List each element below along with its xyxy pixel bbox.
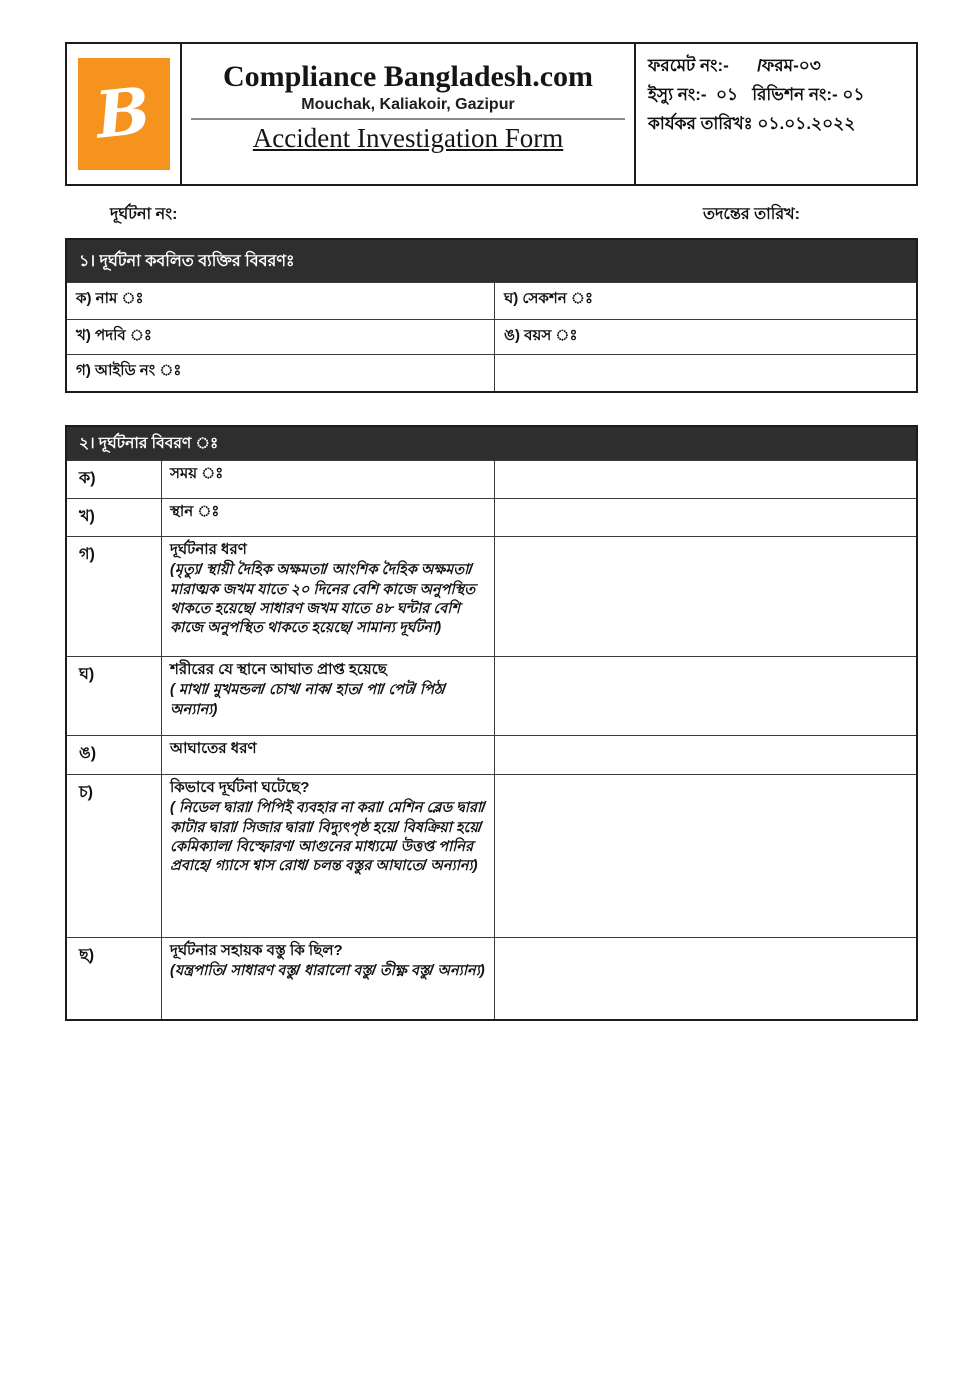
row-label-cell bbox=[162, 736, 495, 774]
row-injury-type bbox=[67, 735, 916, 774]
row-label-cell bbox=[162, 537, 495, 656]
row-options: ( মাথা/ মুখমন্ডল/ চোখ/ নাক/ হাত/ পা/ পেট/ পিঠ/ অন্যান্য) bbox=[170, 682, 446, 718]
field-section-label: ঘ) সেকশন ঃ bbox=[495, 282, 916, 319]
header-title-cell bbox=[182, 44, 636, 184]
row-letter: গ) bbox=[67, 537, 162, 656]
field-age-label: ঙ) বয়স ঃ bbox=[495, 319, 916, 354]
logo-cell bbox=[67, 44, 182, 184]
row-time bbox=[67, 460, 916, 498]
row-label-cell bbox=[162, 499, 495, 536]
row-label: কিভাবে দূর্ঘটনা ঘটেছে? bbox=[170, 779, 310, 796]
row-label-cell bbox=[162, 938, 495, 1019]
section2-header: ২। দূর্ঘটনার বিবরণ ঃ bbox=[67, 427, 916, 460]
row-letter: চ) bbox=[67, 775, 162, 937]
row-label-cell bbox=[162, 657, 495, 735]
effective-date-line: কার্যকর তারিখঃ ০১.০১.২০২২ bbox=[648, 114, 856, 133]
row-label: দূর্ঘটনার ধরণ bbox=[170, 541, 247, 558]
accident-no-label: দূর্ঘটনা নং: bbox=[110, 206, 178, 223]
row-label: স্থান ঃ bbox=[170, 503, 220, 520]
row-label: দূর্ঘটনার সহায়ক বস্তু কি ছিল? bbox=[170, 942, 343, 959]
answer-cell bbox=[495, 775, 916, 937]
row-label: সময় ঃ bbox=[170, 465, 224, 482]
form-title: Accident Investigation Form bbox=[252, 122, 564, 153]
row-contributing-object bbox=[67, 937, 916, 1019]
row-accident-type bbox=[67, 536, 916, 656]
field-id-no-label: গ) আইডি নং ঃ bbox=[67, 354, 495, 391]
answer-cell bbox=[495, 499, 916, 536]
row-letter: ঙ) bbox=[67, 736, 162, 774]
row-options: (যন্ত্রপাতি/ সাধারণ বস্তু/ ধারালো বস্তু/ তীক্ষ্ণ বস্তু/ অন্যান্য) bbox=[170, 963, 485, 980]
answer-cell bbox=[495, 657, 916, 735]
company-address: Mouchak, Kaliakoir, Gazipur bbox=[301, 95, 515, 113]
row-letter: ক) bbox=[67, 461, 162, 498]
row-letter: খ) bbox=[67, 499, 162, 536]
row-label: শরীরের যে স্থানে আঘাত প্রাপ্ত হয়েছে bbox=[170, 661, 387, 678]
format-no-line: ফরমেট নং:- /ফরম-০৩ bbox=[648, 56, 821, 75]
section1-header: ১। দূর্ঘটনা কবলিত ব্যক্তির বিবরণঃ bbox=[67, 240, 916, 282]
field-designation-label: খ) পদবি ঃ bbox=[67, 319, 495, 354]
header-meta-cell bbox=[636, 44, 916, 184]
row-letter: ঘ) bbox=[67, 657, 162, 735]
form-header bbox=[65, 42, 918, 186]
row-options: ( নিডেল দ্বারা/ পিপিই ব্যবহার না করা/ মেশিন ব্লেড দ্বারা/ কাটার দ্বারা/ সিজার দ্বারা/ বিদ্যুৎপৃষ্ঠ হয়ে/ বিষক্রিয়া হয়ে/ কেমিক্যাল/ বিস্ফোরণ/ আগুনের মাধ্যমে/ উত্তপ্ত পানির প্রবাহে/ গ্যাসে শ্বাস রোধ/ চলন্ত বস্তুর আঘাতে/ অন্যান্য) bbox=[170, 800, 486, 875]
row-options: (মৃত্যু/ স্থায়ী দৈহিক অক্ষমতা/ আংশিক দৈহিক অক্ষমতা/ মারাত্মক জখম যাতে ২০ দিনের বেশি কাজে অনুপস্থিত থাকতে হয়েছে/ সাধারণ জখম যাতে ৪৮ ঘন্টার বেশি কাজে অনুপস্থিত থাকতে হয়েছে/ সামান্য দূর্ঘটনা) bbox=[170, 562, 476, 637]
answer-cell bbox=[495, 461, 916, 498]
logo-b-icon: B bbox=[92, 73, 155, 154]
answer-cell bbox=[495, 938, 916, 1019]
investigation-date-label: তদন্তের তারিখ: bbox=[703, 206, 800, 223]
answer-cell bbox=[495, 537, 916, 656]
row-injury-location bbox=[67, 656, 916, 735]
section1-grid bbox=[67, 282, 916, 391]
row-place bbox=[67, 498, 916, 536]
row-letter: ছ) bbox=[67, 938, 162, 1019]
brand-logo bbox=[78, 58, 170, 170]
field-name-label: ক) নাম ঃ bbox=[67, 282, 495, 319]
section2-table bbox=[65, 425, 918, 1021]
company-name: Compliance Bangladesh.com bbox=[222, 60, 594, 93]
header-divider bbox=[191, 118, 625, 120]
section1-table bbox=[65, 238, 918, 393]
answer-cell bbox=[495, 736, 916, 774]
row-how-occurred bbox=[67, 774, 916, 937]
row-label-cell bbox=[162, 461, 495, 498]
row-label: আঘাতের ধরণ bbox=[170, 740, 257, 757]
row-label-cell bbox=[162, 775, 495, 937]
issue-revision-line: ইস্যু নং:- ০১ রিভিশন নং:- ০১ bbox=[648, 85, 865, 104]
empty-cell bbox=[495, 354, 916, 391]
